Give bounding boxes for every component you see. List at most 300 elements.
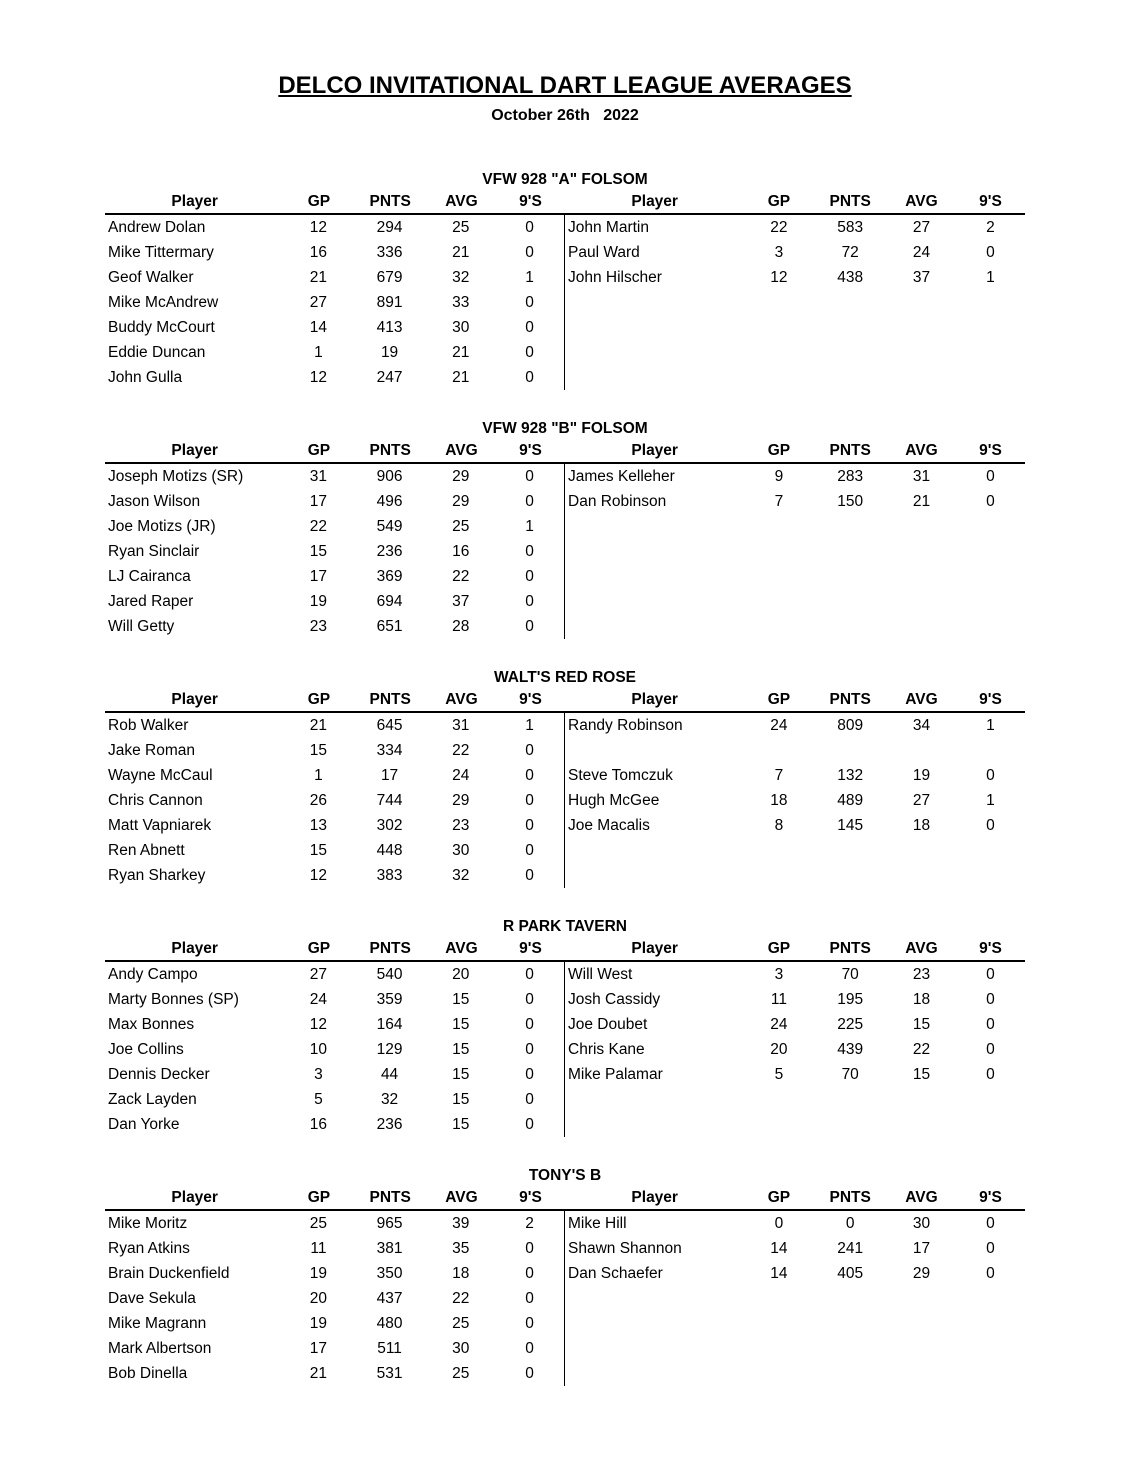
table-row	[105, 738, 1025, 763]
row-half-right	[565, 365, 1025, 390]
gp-cell: 24	[770, 1015, 788, 1033]
pnts-cell: 405	[837, 1264, 864, 1282]
player-cell: Eddie Duncan	[108, 343, 206, 361]
header-half-right	[565, 691, 1025, 709]
player-cell: Dennis Decker	[108, 1065, 210, 1083]
gp-cell: 10	[309, 1040, 328, 1058]
row-half-left	[105, 1037, 565, 1062]
table-row	[105, 1037, 1025, 1062]
row-half-left	[105, 738, 565, 763]
col-header: PNTS	[829, 442, 871, 459]
avg-cell: 37	[452, 592, 470, 610]
player-cell: Matt Vapniarek	[108, 816, 212, 834]
nines-cell: 0	[986, 1264, 995, 1282]
gp-cell: 16	[309, 243, 328, 261]
col-header: 9'S	[979, 940, 1002, 957]
row-half-right	[565, 489, 1025, 514]
pnts-cell: 540	[376, 965, 403, 983]
avg-cell: 28	[452, 617, 470, 635]
player-cell: Will West	[568, 965, 633, 983]
row-half-right	[565, 514, 1025, 539]
pnts-cell: 489	[837, 791, 864, 809]
nines-cell: 0	[525, 592, 534, 610]
row-half-left	[105, 863, 565, 888]
row-half-right	[565, 962, 1025, 987]
row-half-right	[565, 539, 1025, 564]
avg-cell: 21	[452, 368, 470, 386]
nines-cell: 0	[525, 866, 534, 884]
page-title: DELCO INVITATIONAL DART LEAGUE AVERAGES	[278, 72, 852, 99]
pnts-cell: 195	[837, 990, 864, 1008]
pnts-cell: 480	[376, 1314, 403, 1332]
col-header: AVG	[905, 1189, 938, 1206]
row-half-left	[105, 1336, 565, 1361]
col-header: AVG	[445, 442, 478, 459]
table-row	[105, 987, 1025, 1012]
nines-cell: 2	[986, 218, 995, 236]
row-half-left	[105, 614, 565, 639]
row-half-left	[105, 1361, 565, 1386]
player-cell: Randy Robinson	[568, 716, 683, 734]
table-row	[105, 1361, 1025, 1386]
player-cell: Mike McAndrew	[108, 293, 219, 311]
pnts-cell: 744	[376, 791, 403, 809]
row-half-left	[105, 265, 565, 290]
table-row	[105, 763, 1025, 788]
gp-cell: 19	[309, 1264, 328, 1282]
player-cell: John Hilscher	[568, 268, 662, 286]
avg-cell: 18	[452, 1264, 470, 1282]
table-row	[105, 1261, 1025, 1286]
pnts-cell: 32	[380, 1090, 399, 1108]
nines-cell: 0	[525, 1090, 534, 1108]
pnts-cell: 645	[376, 716, 403, 734]
row-half-left	[105, 215, 565, 240]
row-half-left	[105, 838, 565, 863]
col-header: Player	[171, 1189, 218, 1206]
row-half-left	[105, 1261, 565, 1286]
col-header: GP	[767, 691, 791, 708]
avg-cell: 31	[912, 467, 931, 485]
table-row	[105, 614, 1025, 639]
row-half-left	[105, 1012, 565, 1037]
table-row	[105, 340, 1025, 365]
table-header-row	[105, 442, 1025, 464]
player-cell: Shawn Shannon	[568, 1239, 682, 1257]
nines-cell: 0	[525, 1040, 534, 1058]
pnts-cell: 145	[837, 816, 864, 834]
player-cell: James Kelleher	[568, 467, 675, 485]
row-half-left	[105, 514, 565, 539]
table-header-row	[105, 1189, 1025, 1211]
avg-cell: 29	[452, 492, 470, 510]
avg-cell: 15	[912, 1015, 931, 1033]
col-header: AVG	[445, 1189, 478, 1206]
pnts-cell: 70	[841, 965, 859, 983]
avg-cell: 22	[452, 1289, 470, 1307]
row-half-left	[105, 987, 565, 1012]
gp-cell: 14	[309, 318, 328, 336]
nines-cell: 0	[525, 741, 534, 759]
row-half-right	[565, 763, 1025, 788]
nines-cell: 0	[986, 492, 995, 510]
team-section	[105, 918, 1025, 1137]
table-header-row	[105, 940, 1025, 962]
nines-cell: 0	[986, 1214, 995, 1232]
avg-cell: 23	[912, 965, 931, 983]
pnts-cell: 236	[376, 1115, 403, 1133]
gp-cell: 24	[770, 716, 788, 734]
pnts-cell: 150	[837, 492, 864, 510]
nines-cell: 0	[986, 467, 995, 485]
gp-cell: 12	[770, 268, 788, 286]
pnts-cell: 549	[376, 517, 403, 535]
col-header: GP	[307, 193, 331, 210]
gp-cell: 1	[314, 766, 323, 784]
nines-cell: 0	[525, 1339, 534, 1357]
pnts-cell: 132	[837, 766, 864, 784]
row-half-right	[565, 738, 1025, 763]
nines-cell: 0	[525, 368, 534, 386]
col-header: PNTS	[369, 940, 411, 957]
col-header: 9'S	[519, 442, 542, 459]
nines-cell: 0	[525, 492, 534, 510]
player-cell: Brain Duckenfield	[108, 1264, 230, 1282]
gp-cell: 8	[774, 816, 784, 834]
nines-cell: 0	[525, 467, 534, 485]
gp-cell: 24	[309, 990, 328, 1008]
player-cell: Joe Doubet	[568, 1015, 648, 1033]
gp-cell: 21	[309, 1364, 328, 1382]
gp-cell: 26	[309, 791, 328, 809]
row-half-left	[105, 763, 565, 788]
player-cell: Paul Ward	[568, 243, 640, 261]
nines-cell: 0	[525, 1314, 534, 1332]
table-row	[105, 240, 1025, 265]
table-row	[105, 265, 1025, 290]
row-half-right	[565, 1012, 1025, 1037]
row-half-left	[105, 1236, 565, 1261]
pnts-cell: 439	[837, 1040, 864, 1058]
avg-cell: 22	[452, 567, 470, 585]
gp-cell: 9	[774, 467, 784, 485]
pnts-cell: 437	[376, 1289, 403, 1307]
gp-cell: 20	[770, 1040, 788, 1058]
col-header: PNTS	[829, 193, 871, 210]
player-cell: Geof Walker	[108, 268, 194, 286]
col-header: GP	[767, 442, 791, 459]
col-header: AVG	[905, 940, 938, 957]
player-cell: Dan Schaefer	[568, 1264, 663, 1282]
row-half-right	[565, 1286, 1025, 1311]
row-half-right	[565, 240, 1025, 265]
gp-cell: 15	[309, 841, 328, 859]
team-section	[105, 669, 1025, 888]
table-row	[105, 813, 1025, 838]
avg-cell: 19	[912, 766, 931, 784]
avg-cell: 21	[452, 343, 470, 361]
nines-cell: 0	[525, 1239, 534, 1257]
pnts-cell: 247	[376, 368, 403, 386]
avg-cell: 33	[452, 293, 470, 311]
pnts-cell: 225	[837, 1015, 864, 1033]
pnts-cell: 906	[376, 467, 403, 485]
nines-cell: 0	[525, 243, 534, 261]
nines-cell: 0	[986, 766, 995, 784]
row-half-right	[565, 838, 1025, 863]
player-cell: Mike Moritz	[108, 1214, 188, 1232]
header-half-left	[105, 1189, 565, 1207]
nines-cell: 0	[525, 1015, 534, 1033]
player-cell: Steve Tomczuk	[568, 766, 673, 784]
section-title: R PARK TAVERN	[503, 918, 627, 935]
gp-cell: 14	[770, 1239, 788, 1257]
gp-cell: 23	[309, 617, 328, 635]
row-half-right	[565, 1037, 1025, 1062]
avg-cell: 18	[912, 816, 931, 834]
nines-cell: 1	[525, 517, 534, 535]
player-cell: Ren Abnett	[108, 841, 185, 859]
pnts-cell: 241	[837, 1239, 864, 1257]
table-row	[105, 215, 1025, 240]
gp-cell: 3	[774, 243, 784, 261]
row-half-left	[105, 1286, 565, 1311]
nines-cell: 0	[525, 1264, 534, 1282]
nines-cell: 0	[525, 318, 534, 336]
player-cell: Buddy McCourt	[108, 318, 215, 336]
row-half-right	[565, 1112, 1025, 1137]
avg-cell: 29	[452, 467, 470, 485]
header-half-right	[565, 442, 1025, 460]
pnts-cell: 17	[380, 766, 399, 784]
table-row	[105, 539, 1025, 564]
player-cell: Andrew Dolan	[108, 218, 206, 236]
nines-cell: 0	[525, 617, 534, 635]
player-cell: Joseph Motizs (SR)	[108, 467, 244, 485]
nines-cell: 0	[525, 791, 534, 809]
pnts-cell: 294	[376, 218, 403, 236]
player-cell: Hugh McGee	[568, 791, 660, 809]
table-row	[105, 962, 1025, 987]
row-half-left	[105, 464, 565, 489]
row-half-left	[105, 1311, 565, 1336]
player-cell: Mark Albertson	[108, 1339, 212, 1357]
section-title: WALT'S RED ROSE	[493, 669, 637, 686]
avg-cell: 15	[452, 1065, 470, 1083]
avg-cell: 21	[912, 492, 931, 510]
gp-cell: 15	[309, 741, 328, 759]
avg-cell: 39	[452, 1214, 470, 1232]
gp-cell: 17	[309, 492, 328, 510]
nines-cell: 1	[525, 268, 534, 286]
gp-cell: 12	[309, 1015, 328, 1033]
nines-cell: 0	[986, 990, 995, 1008]
table-row	[105, 788, 1025, 813]
row-half-right	[565, 340, 1025, 365]
row-half-right	[565, 464, 1025, 489]
pnts-cell: 383	[376, 866, 403, 884]
table-row	[105, 1062, 1025, 1087]
table-header-row	[105, 193, 1025, 215]
avg-cell: 17	[912, 1239, 931, 1257]
section-title: VFW 928 "A" FOLSOM	[482, 171, 648, 188]
avg-cell: 18	[912, 990, 931, 1008]
row-half-left	[105, 813, 565, 838]
pnts-cell: 283	[837, 467, 864, 485]
header-half-left	[105, 940, 565, 958]
col-header: Player	[631, 940, 678, 957]
pnts-cell: 70	[841, 1065, 859, 1083]
player-cell: Ryan Sinclair	[108, 542, 200, 560]
table-header-row	[105, 691, 1025, 713]
avg-cell: 15	[452, 1015, 470, 1033]
row-half-right	[565, 1087, 1025, 1112]
nines-cell: 0	[986, 965, 995, 983]
avg-cell: 31	[452, 716, 470, 734]
avg-cell: 25	[452, 1364, 470, 1382]
nines-cell: 2	[525, 1214, 534, 1232]
player-cell: Jared Raper	[108, 592, 194, 610]
col-header: Player	[631, 1189, 678, 1206]
nines-cell: 0	[986, 1239, 995, 1257]
player-cell: Dan Robinson	[568, 492, 667, 510]
pnts-cell: 438	[837, 268, 864, 286]
gp-cell: 16	[309, 1115, 328, 1133]
team-section	[105, 1167, 1025, 1386]
gp-cell: 5	[314, 1090, 323, 1108]
avg-cell: 32	[452, 866, 470, 884]
player-cell: Jake Roman	[108, 741, 196, 759]
col-header: Player	[171, 940, 218, 957]
gp-cell: 15	[309, 542, 328, 560]
col-header: PNTS	[369, 442, 411, 459]
nines-cell: 0	[525, 542, 534, 560]
player-cell: Chris Kane	[568, 1040, 645, 1058]
pnts-cell: 651	[376, 617, 403, 635]
avg-cell: 37	[912, 268, 931, 286]
nines-cell: 0	[525, 816, 534, 834]
col-header: 9'S	[519, 193, 542, 210]
pnts-cell: 511	[377, 1339, 402, 1357]
table-row	[105, 589, 1025, 614]
row-half-left	[105, 365, 565, 390]
col-header: Player	[631, 193, 678, 210]
header-half-right	[565, 940, 1025, 958]
table-row	[105, 564, 1025, 589]
gp-cell: 25	[309, 1214, 328, 1232]
table-row	[105, 1286, 1025, 1311]
avg-cell: 29	[912, 1264, 931, 1282]
row-half-right	[565, 1261, 1025, 1286]
gp-cell: 17	[309, 1339, 328, 1357]
nines-cell: 0	[986, 1015, 995, 1033]
col-header: 9'S	[979, 1189, 1002, 1206]
avg-cell: 29	[452, 791, 470, 809]
table-row	[105, 315, 1025, 340]
player-cell: Ryan Atkins	[108, 1239, 190, 1257]
row-half-left	[105, 290, 565, 315]
nines-cell: 1	[986, 716, 995, 734]
sections	[105, 171, 1025, 1386]
nines-cell: 0	[525, 1289, 534, 1307]
avg-cell: 32	[452, 268, 470, 286]
row-half-right	[565, 290, 1025, 315]
row-half-left	[105, 1087, 565, 1112]
col-header: GP	[307, 442, 331, 459]
nines-cell: 0	[525, 841, 534, 859]
nines-cell: 1	[986, 791, 995, 809]
nines-cell: 0	[986, 1040, 995, 1058]
header-half-right	[565, 193, 1025, 211]
gp-cell: 18	[770, 791, 788, 809]
avg-cell: 16	[452, 542, 470, 560]
avg-cell: 22	[912, 1040, 931, 1058]
player-cell: Jason Wilson	[108, 492, 201, 510]
row-half-left	[105, 713, 565, 738]
player-cell: Ryan Sharkey	[108, 866, 206, 884]
avg-cell: 21	[452, 243, 470, 261]
table-row	[105, 1087, 1025, 1112]
table-row	[105, 464, 1025, 489]
col-header: PNTS	[369, 193, 411, 210]
pnts-cell: 531	[376, 1364, 403, 1382]
col-header: 9'S	[519, 940, 542, 957]
col-header: PNTS	[369, 1189, 411, 1206]
pnts-cell: 236	[376, 542, 403, 560]
row-half-left	[105, 962, 565, 987]
player-cell: Chris Cannon	[108, 791, 203, 809]
avg-cell: 30	[452, 318, 470, 336]
gp-cell: 21	[309, 268, 328, 286]
col-header: GP	[307, 691, 331, 708]
player-cell: Zack Layden	[108, 1090, 197, 1108]
avg-cell: 27	[912, 791, 931, 809]
player-cell: Bob Dinella	[108, 1364, 188, 1382]
pnts-cell: 44	[380, 1065, 399, 1083]
table-row	[105, 863, 1025, 888]
table-row	[105, 514, 1025, 539]
pnts-cell: 891	[376, 293, 403, 311]
header-half-left	[105, 442, 565, 460]
nines-cell: 0	[525, 1065, 534, 1083]
col-header: Player	[171, 193, 218, 210]
row-half-left	[105, 1112, 565, 1137]
gp-cell: 12	[309, 368, 328, 386]
nines-cell: 0	[986, 243, 995, 261]
nines-cell: 0	[525, 567, 534, 585]
gp-cell: 3	[774, 965, 784, 983]
gp-cell: 22	[770, 218, 788, 236]
nines-cell: 1	[525, 716, 534, 734]
row-half-right	[565, 1211, 1025, 1236]
document-date: October 26th 2022	[491, 107, 639, 124]
avg-cell: 25	[452, 218, 470, 236]
gp-cell: 14	[770, 1264, 788, 1282]
player-cell: Joe Motizs (JR)	[108, 517, 216, 535]
col-header: PNTS	[829, 691, 871, 708]
avg-cell: 23	[452, 816, 470, 834]
gp-cell: 1	[314, 343, 323, 361]
pnts-cell: 448	[376, 841, 403, 859]
row-half-left	[105, 589, 565, 614]
player-cell: Joe Macalis	[568, 816, 650, 834]
row-half-right	[565, 1236, 1025, 1261]
avg-cell: 15	[452, 1040, 470, 1058]
avg-cell: 30	[452, 841, 470, 859]
col-header: GP	[767, 193, 791, 210]
col-header: PNTS	[369, 691, 411, 708]
pnts-cell: 164	[376, 1015, 403, 1033]
